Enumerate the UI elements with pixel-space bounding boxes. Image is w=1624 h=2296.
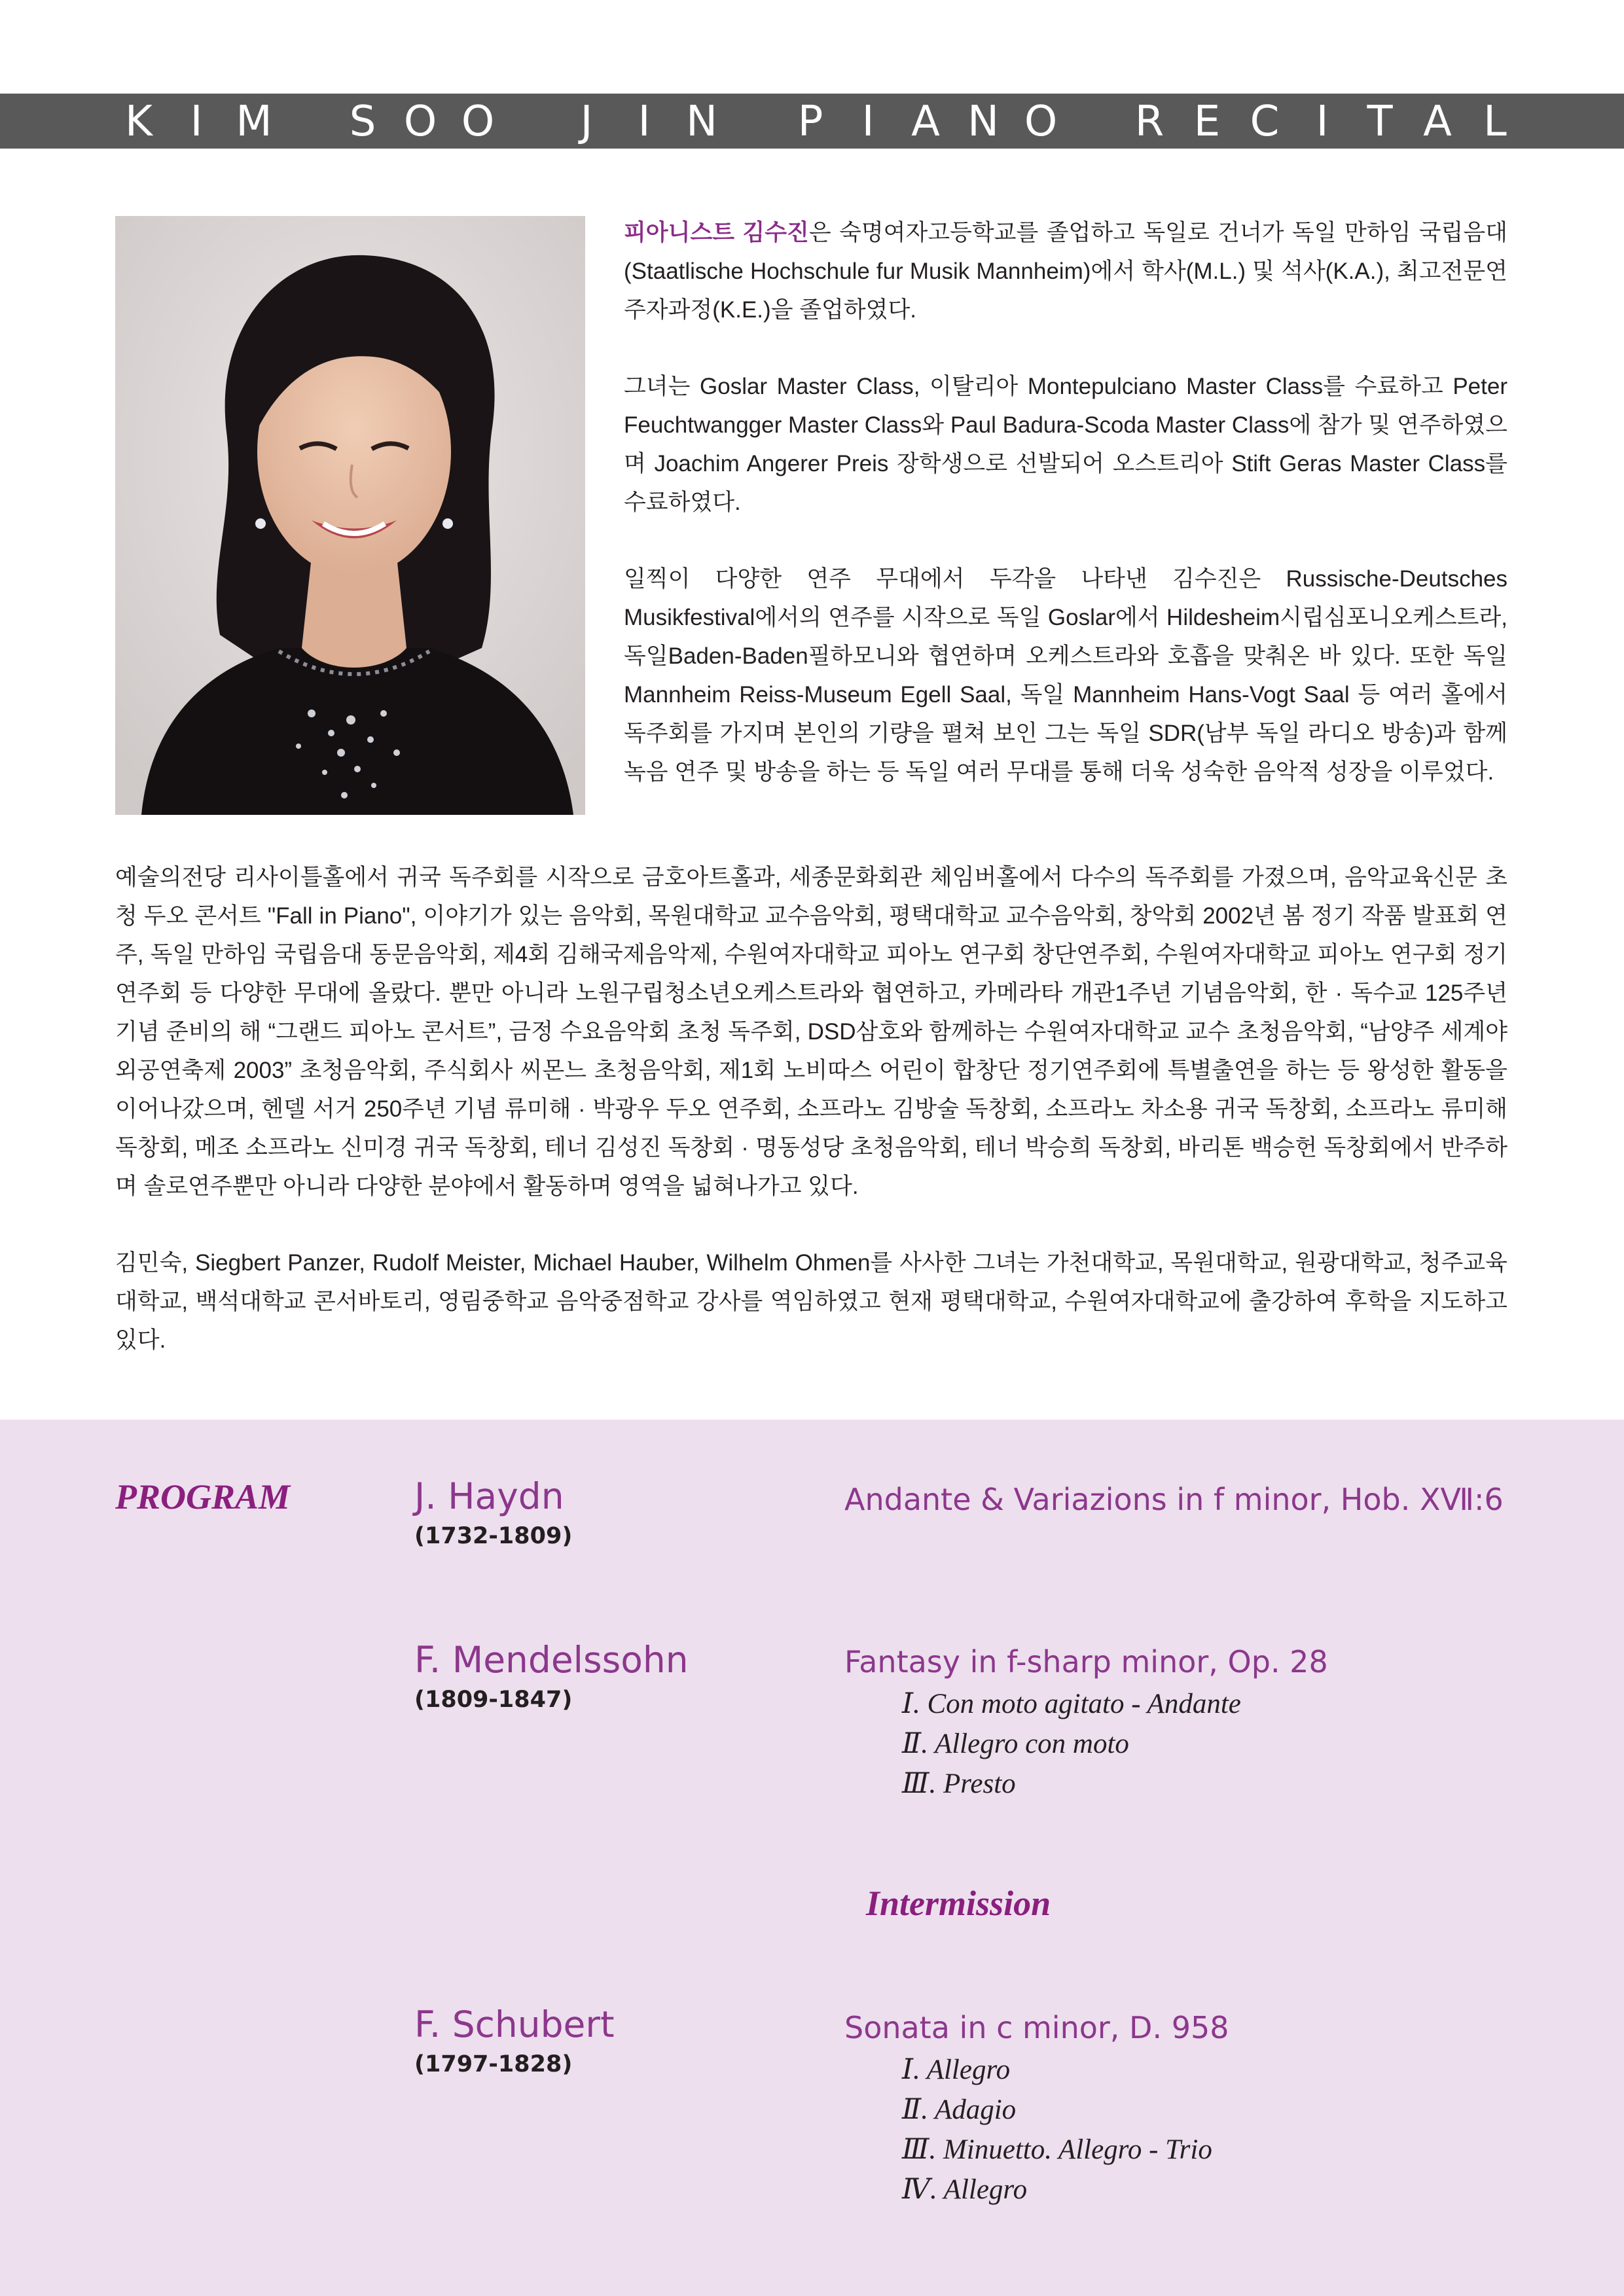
movement-list [902, 2050, 1564, 2210]
composer-name: F. Mendelssohn [414, 1639, 689, 1681]
title-letter: I [638, 98, 651, 146]
intermission-label: Intermission [866, 1884, 1051, 1923]
composer-years: (1732-1809) [414, 1523, 573, 1549]
title-letter: K [125, 98, 153, 146]
title-letter: E [1193, 98, 1221, 146]
title-letter: N [967, 98, 999, 146]
title-letter: O [461, 98, 495, 146]
left-earring [255, 518, 266, 529]
right-earring [442, 518, 453, 529]
movement: Ⅰ. Con moto agitato - Andante [902, 1689, 1241, 1719]
recital-title [110, 96, 1524, 148]
biography-full [115, 858, 1507, 1359]
bio-paragraph-1 [624, 213, 1507, 329]
movement: Ⅰ. Allegro [902, 2054, 1011, 2085]
work-title: Andante & Variazions in f minor, Hob. ⅩⅦ:6 [844, 1482, 1504, 1517]
pianist-portrait-photo [115, 216, 585, 815]
composer-name: J. Haydn [414, 1475, 564, 1517]
bio-paragraph-4: 예술의전당 리사이틀홀에서 귀국 독주회를 시작으로 금호아트홀과, 세종문화회관 체임버홀에서 다수의 독주회를 가졌으며, 음악교육신문 초청 두오 콘서트 "Fall in Piano", 이야기가 있는 음악회, 목원대학교 교수음악회, 평택대학교 교수음악회, 창악회 2002년 봄 정기 작품 발표회 연주, 독일 만하임 국립음대 동문음악회, 제4회 김해국제음악제, 수원여자대학교 피아노 연구회 창단연주회, 수원여자대학교 피아노 연구회 정기연주회 등 다양한 무대에 올랐다. 뿐만 아니라 노원구립청소년오케스트라와 협연하고, 카메라타 개관1주년 기념음악회, 한 · 독수교 125주년 기념 준비의 해 “그랜드 피아노 콘서트”, 금정 수요음악회 초청 독주회, DSD삼호와 함께하는 수원여자대학교 교수 초청음악회, “남양주 세계야외공연축제 2003” 초청음악회, 주식회사 씨몬느 초청음악회, 제1회 노비따스 어린이 합창단 정기연주회에 특별출연을 하는 등 왕성한 활동을 이어나갔으며, 헨델 서거 250주년 기념 류미해 · 박광우 두오 연주회, 소프라노 김방술 독창회, 소프라노 차소용 귀국 독창회, 소프라노 류미해 독창회, 메조 소프라노 신미경 귀국 독창회, 테너 김성진 독창회 · 명동성당 초청음악회, 테너 박승희 독창회, 바리톤 백승헌 독창회에서 반주하며 솔로연주뿐만 아니라 다양한 분야에서 활동하며 영역을 넓혀나가고 있다. [115, 865, 1507, 1199]
title-letter: C [1250, 98, 1280, 146]
title-letter: I [1316, 98, 1329, 146]
work-haydn [844, 1476, 1564, 1523]
work-title: Fantasy in f-sharp minor, Op. 28 [844, 1644, 1328, 1679]
title-letter: I [861, 98, 875, 146]
movement: Ⅱ. Adagio [902, 2094, 1017, 2125]
title-word-recital [1121, 96, 1524, 148]
movement: Ⅲ. Presto [902, 1768, 1016, 1799]
composer-years: (1797-1828) [414, 2051, 573, 2077]
composer-haydn [414, 1473, 820, 1552]
title-letter: R [1134, 98, 1164, 146]
work-schubert [844, 2004, 1564, 2210]
movement-list [902, 1684, 1564, 1804]
bio-paragraph-2: 그녀는 Goslar Master Class, 이탈리아 Montepulciano Master Class를 수료하고 Peter Feuchtwangger Master Class와 Paul Badura-Scoda Master Class에 참가 및 연주하였으며 Joachim Angerer Preis 장학생으로 선발되어 오스트리아 Stift Geras Master Class를 수료하였다. [624, 374, 1507, 515]
movement: Ⅲ. Minuetto. Allegro - Trio [902, 2134, 1212, 2165]
title-word-piano [782, 96, 1070, 148]
title-word-soo [334, 96, 507, 148]
title-letter: I [190, 98, 203, 146]
title-letter: A [911, 98, 940, 146]
title-letter: O [403, 98, 437, 146]
pianist-name: 피아니스트 김수진 [624, 220, 809, 245]
title-letter: T [1367, 98, 1393, 146]
title-letter: S [349, 98, 376, 146]
movement: Ⅱ. Allegro con moto [902, 1729, 1129, 1759]
title-letter: P [797, 98, 823, 146]
title-letter: O [1024, 98, 1058, 146]
work-title: Sonata in c minor, D. 958 [844, 2010, 1229, 2045]
bio-paragraph-3: 일찍이 다양한 연주 무대에서 두각을 나타낸 김수진은 Russische-Deutsches Musikfestival에서의 연주를 시작으로 독일 Goslar에서 Hildesheim시립심포니오케스트라, 독일Baden-Baden필하모니와 협연하며 오케스트라와 호흡을 맞춰온 바 있다. 또한 독일 Mannheim Reiss-Museum Egell Saal, 독일 Mannheim Hans-Vogt Saal 등 여러 홀에서 독주회를 가지며 본인의 기량을 펼쳐 보인 그는 독일 SDR(남부 독일 라디오 방송)과 함께 녹음 연주 및 방송을 하는 등 독일 여러 무대를 통해 더욱 성숙한 음악적 성장을 이루었다. [624, 566, 1507, 785]
title-word-kim [110, 96, 283, 148]
title-letter: N [686, 98, 717, 146]
title-letter: L [1483, 98, 1507, 146]
title-letter: M [236, 98, 272, 146]
biography-top [624, 213, 1507, 791]
program-heading: PROGRAM [115, 1477, 291, 1516]
work-mendelssohn [844, 1638, 1564, 1804]
title-letter: J [580, 98, 593, 146]
bio-paragraph-1-text: 은 숙명여자고등학교를 졸업하고 독일로 건너가 독일 만하임 국립음대(Staatlische Hochschule fur Musik Mannheim)에서 학사(M.L.) 및 석사(K.A.), 최고전문연주자과정(K.E.)을 졸업하였다. [624, 220, 1507, 323]
movement: Ⅳ. Allegro [902, 2174, 1028, 2205]
title-letter: A [1423, 98, 1452, 146]
composer-name: F. Schubert [414, 2003, 615, 2045]
bio-paragraph-5: 김민숙, Siegbert Panzer, Rudolf Meister, Michael Hauber, Wilhelm Ohmen를 사사한 그녀는 가천대학교, 목원대학교, 원광대학교, 청주교육대학교, 백석대학교 콘서바토리, 영림중학교 음악중점학교 강사를 역임하였고 현재 평택대학교, 수원여자대학교에 출강하여 후학을 지도하고 있다. [115, 1250, 1507, 1353]
portrait-illustration [115, 216, 585, 815]
composer-mendelssohn [414, 1636, 820, 1716]
composer-schubert [414, 2001, 820, 2081]
composer-years: (1809-1847) [414, 1687, 573, 1713]
title-word-jin [558, 96, 731, 148]
